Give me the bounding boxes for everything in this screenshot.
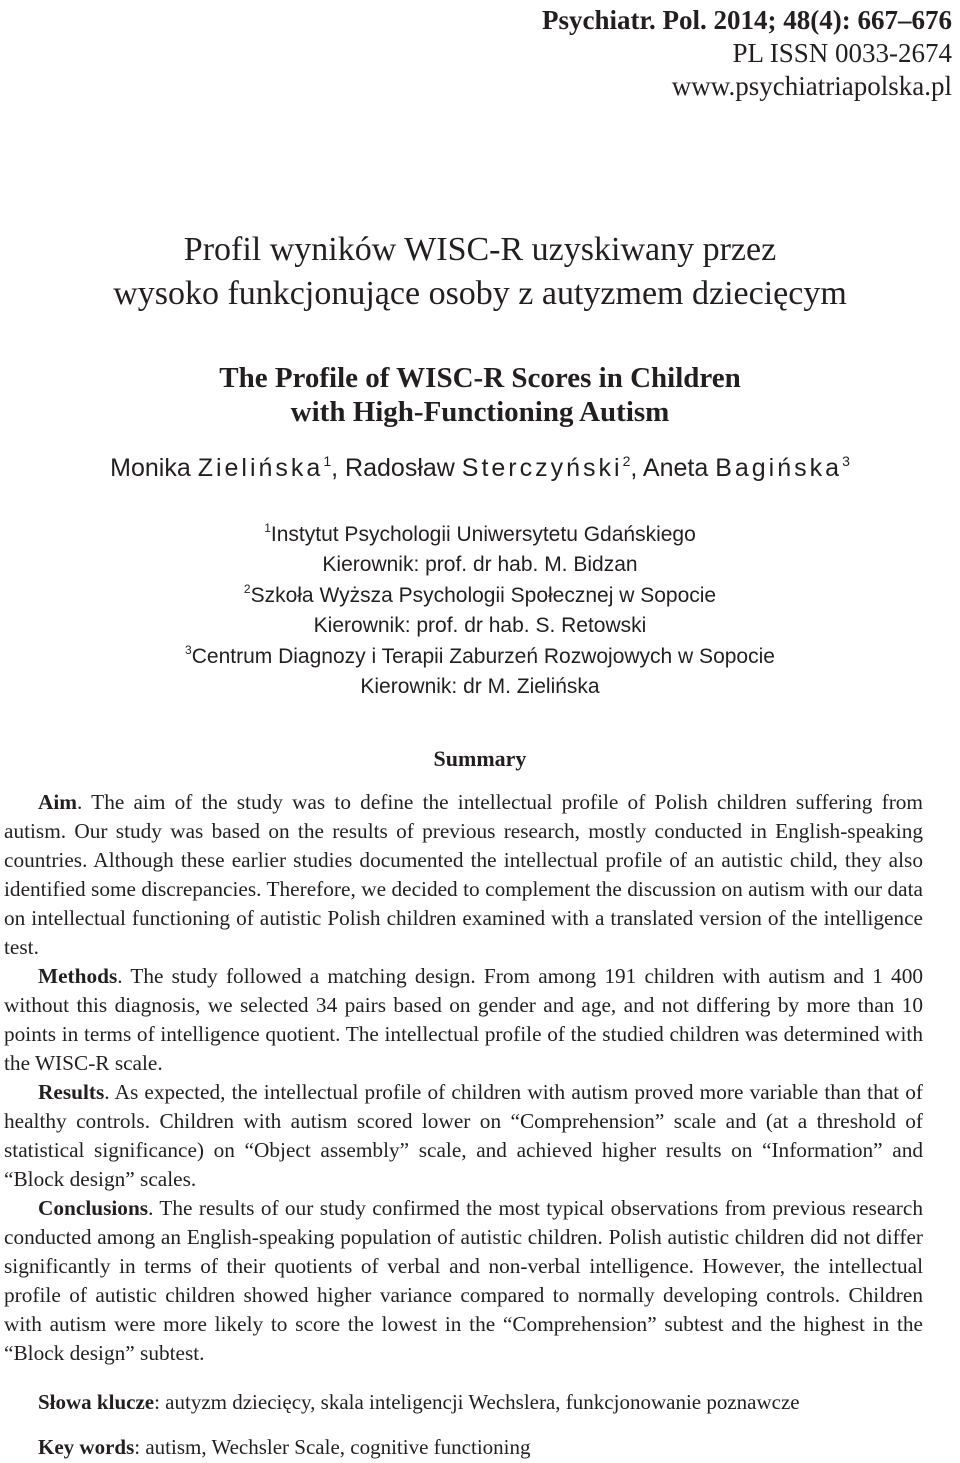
affiliation-head: Kierownik: prof. dr hab. M. Bidzan: [322, 553, 638, 576]
author-separator: ,: [630, 454, 643, 482]
author: [643, 454, 850, 482]
affiliation-head: Kierownik: prof. dr hab. S. Retowski: [313, 614, 647, 637]
abstract-aim: [4, 788, 923, 962]
results-text: . As expected, the intellectual profile of children with autism proved more variable than that of healthy controls. Children with autism scored lower on “Comprehension” scale and (at a threshold of statistical significance) on “Object assembly” scale, and achieved higher results on “Information” and “Block design” scales.: [4, 1080, 923, 1191]
abstract-conclusions: [4, 1194, 923, 1368]
keywords-english: [38, 1433, 950, 1461]
affiliation: [0, 520, 960, 580]
abstract-results: [4, 1078, 923, 1194]
affiliation-name: $^3$Centrum Diagnozy i Terapii Zaburzeń Rozwojowych w Sopocie: [185, 643, 775, 668]
journal-url: www.psychiatriapolska.pl: [671, 71, 952, 101]
conclusions-text: . The results of our study confirmed the most typical observations from previous research conducted among an English-speaking population of autistic children. Polish autistic children did not differ significantly in terms of their quotients of verbal and non-verbal intelligence. However, the intellectual profile of autistic children showed higher variance compared to normally developing controls. Children with autism were more likely to score the lowest in the “Comprehension” subtest and the highest in the “Block design” subtest.: [4, 1196, 923, 1365]
journal-citation: Psychiatr. Pol. 2014; 48(4): 667–676: [542, 5, 952, 35]
journal-header: [542, 4, 952, 103]
author-affiliation-mark: 2: [622, 453, 631, 469]
affiliation-mark: 2: [243, 582, 251, 596]
abstract: [4, 788, 923, 1368]
title-english-line-1: The Profile of WISC-R Scores in Children: [219, 362, 741, 394]
author-affiliation-mark: 3: [842, 453, 850, 469]
title-english-line-2: with High-Functioning Autism: [290, 396, 670, 428]
author-first-name: Aneta: [642, 454, 709, 482]
author-first-name: Radosław: [345, 454, 455, 482]
keywords-english-label: Key words: [38, 1435, 135, 1459]
author: [345, 454, 643, 482]
affiliation: [0, 581, 960, 641]
methods-label: Methods: [38, 964, 118, 988]
author-surname: Zielińska: [197, 454, 324, 482]
keywords-polish: [38, 1388, 950, 1416]
affiliation-mark: 1: [264, 521, 271, 535]
author-separator: ,: [331, 454, 346, 482]
conclusions-label: Conclusions: [38, 1196, 149, 1220]
keywords-english-text: : autism, Wechsler Scale, cognitive functioning: [134, 1435, 531, 1459]
author-list: [0, 452, 960, 484]
keywords-polish-text: : autyzm dziecięcy, skala inteligencji Wechslera, funkcjonowanie poznawcze: [154, 1390, 800, 1414]
affiliation-list: [0, 520, 960, 703]
affiliation-name: $^2$Szkoła Wyższa Psychologii Społecznej w Sopocie: [243, 582, 717, 607]
author-surname: Sterczyński: [461, 454, 623, 482]
affiliation-name: $^1$Instytut Psychologii Uniwersytetu Gdańskiego: [264, 521, 696, 546]
affiliation-head: Kierownik: dr M. Zielińska: [360, 675, 600, 698]
keywords-polish-label: Słowa klucze: [38, 1390, 155, 1414]
journal-issn: PL ISSN 0033-2674: [732, 38, 952, 68]
author-first-name: Monika: [110, 454, 191, 482]
abstract-methods: [4, 962, 923, 1078]
summary-heading: Summary: [433, 746, 527, 771]
affiliation-mark: 3: [185, 643, 192, 657]
author-surname: Bagińska: [715, 454, 843, 482]
title-polish: [0, 228, 960, 316]
title-polish-line-1: Profil wyników WISC-R uzyskiwany przez: [183, 231, 777, 268]
author: [110, 454, 345, 482]
title-english: [0, 361, 960, 429]
aim-label: Aim: [38, 790, 78, 814]
results-label: Results: [38, 1080, 105, 1104]
title-polish-line-2: wysoko funkcjonujące osoby z autyzmem dziecięcym: [113, 275, 847, 312]
author-affiliation-mark: 1: [323, 453, 332, 469]
affiliation: [0, 642, 960, 702]
methods-text: . The study followed a matching design. From among 191 children with autism and 1 400 without this diagnosis, we selected 34 pairs based on gender and age, and not differing by more than 10 points in terms of intelligence quotient. The intellectual profile of the studied children was determined with the WISC-R scale.: [4, 964, 923, 1075]
aim-text: . The aim of the study was to define the intellectual profile of Polish children suffering from autism. Our study was based on the results of previous research, mostly conducted in English-speaking countries. Although these earlier studies documented the intellectual profile of an autistic child, they also identified some discrepancies. Therefore, we decided to complement the discussion on autism with our data on intellectual functioning of autistic Polish children examined with a translated version of the intelligence test.: [4, 790, 923, 959]
